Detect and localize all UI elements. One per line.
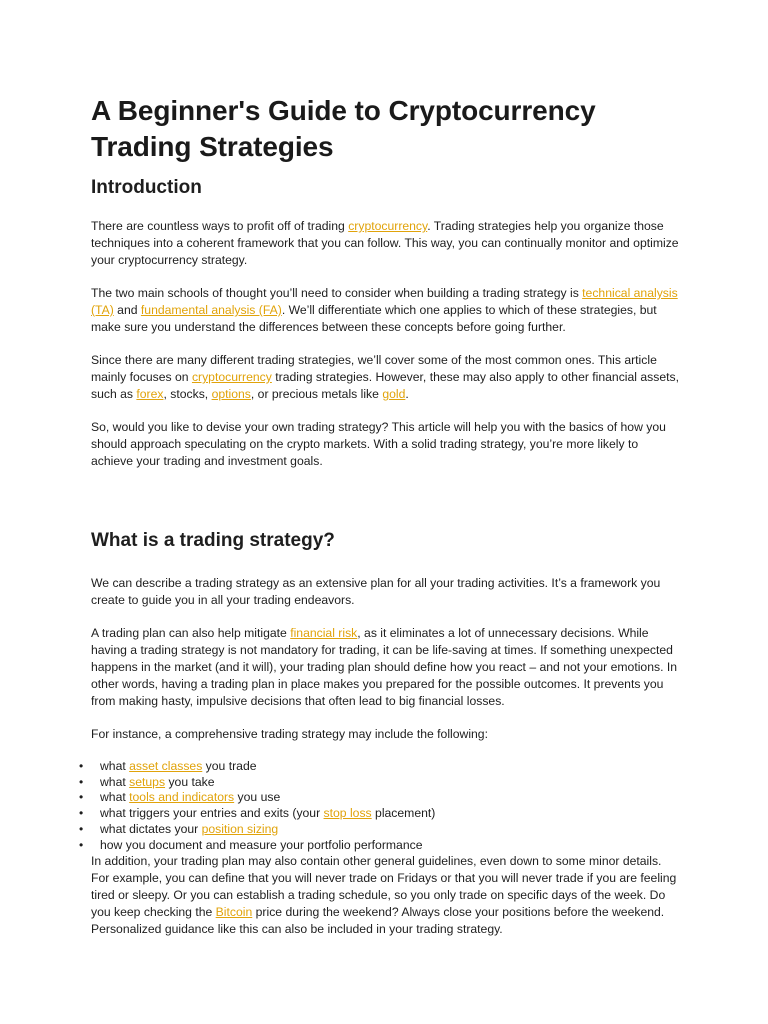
bullet-icon: • (79, 774, 84, 789)
text-span: what triggers your entries and exits (your (100, 806, 324, 821)
text-span: A trading plan can also help mitigate (91, 626, 291, 640)
text-span: you take (165, 774, 215, 789)
link-financial-risk[interactable]: financial risk (290, 626, 358, 640)
text-span: . We’ll differentiate which one applies to which of these strategies, but make sure you understand the differences between these concepts before going further. (91, 303, 657, 334)
text-span: what (100, 774, 130, 789)
link-fundamental-analysis[interactable]: fundamental analysis (FA) (140, 303, 282, 317)
bullet-icon: • (79, 806, 84, 821)
text-span: , as it eliminates a lot of unnecessary decisions. While having a trading strategy is not mandatory for trading, it can be life-saving at times. If something unexpected happens in the market (and it will), your trading plan should define how you react – and not your emotions. In other words, having a trading plan in place makes you prepared for the possible outcomes. It prevents you from making hasty, impulsive decisions that often lead to big financial losses. (91, 626, 678, 708)
text-span: , or precious metals like (250, 387, 383, 401)
section-paragraph-4 (91, 853, 681, 938)
text-span: There are countless ways to profit off of trading (91, 219, 349, 233)
text-span: Since there are many different trading strategies, we’ll cover some of the most common ones. This article mainly focuses on (91, 353, 657, 384)
link-gold[interactable]: gold (382, 387, 406, 401)
link-cryptocurrency-2[interactable]: cryptocurrency (191, 370, 272, 384)
text-span: . (405, 387, 409, 401)
text-span: you use (234, 790, 281, 805)
bullet-icon: • (79, 837, 84, 852)
bullet-icon: • (79, 759, 84, 773)
bullet-icon: • (79, 821, 84, 836)
document-page (79, 93, 681, 954)
text-span: , stocks, (163, 387, 212, 401)
text-span: you trade (202, 759, 257, 773)
text-span: how you document and measure your portfolio performance (100, 837, 423, 852)
list-item (80, 806, 670, 822)
link-bitcoin[interactable]: Bitcoin (215, 905, 253, 920)
list-item (80, 759, 670, 775)
text-span: what (100, 790, 130, 805)
section-heading: What is a trading strategy? (91, 530, 335, 551)
strategy-list (80, 759, 670, 853)
intro-paragraph-2 (91, 285, 681, 336)
section-paragraph-1: We can describe a trading strategy as an extensive plan for all your trading activities. It’s a framework you create to guide you in all your trading endeavors. (91, 576, 661, 607)
list-item (80, 790, 670, 806)
link-cryptocurrency[interactable]: cryptocurrency (348, 219, 428, 233)
link-position-sizing[interactable]: position sizing (201, 821, 279, 836)
document-title: A Beginner's Guide to Cryptocurrency Trading Strategies (91, 95, 596, 162)
link-asset-classes[interactable]: asset classes (129, 759, 203, 773)
link-technical-analysis[interactable]: technical analysis (TA) (91, 286, 678, 317)
intro-paragraph-4: So, would you like to devise your own trading strategy? This article will help you with the basics of how you should approach speculating on the crypto markets. With a solid trading strategy, you’re more likely to achieve your trading and investment goals. (91, 420, 666, 468)
link-options[interactable]: options (211, 387, 251, 401)
bullet-icon: • (79, 790, 84, 805)
link-stop-loss[interactable]: stop loss (323, 806, 372, 821)
text-span: placement) (371, 806, 436, 821)
intro-paragraph-1 (91, 218, 681, 269)
text-span: and (113, 303, 141, 317)
list-item (80, 822, 670, 838)
link-setups[interactable]: setups (129, 774, 166, 789)
section-paragraph-2 (91, 625, 681, 710)
text-span: what (100, 759, 130, 773)
list-item (80, 775, 670, 791)
text-span: In addition, your trading plan may also contain other general guidelines, even down to some minor details. For example, you can define that you will never trade on Fridays or that you will never trade if you are feeling tired or sleepy. Or you can establish a trading schedule, so you only trade on specific days of the week. Do you keep checking the (91, 854, 677, 920)
text-span: trading strategies. However, these may also apply to other financial assets, such as (91, 370, 679, 401)
intro-paragraph-3 (91, 352, 681, 403)
intro-heading: Introduction (91, 177, 202, 198)
text-span: . Trading strategies help you organize those techniques into a coherent framework that you can follow. This way, you can continually monitor and optimize your cryptocurrency strategy. (91, 219, 679, 267)
link-tools-and-indicators[interactable]: tools and indicators (129, 790, 235, 805)
text-span: The two main schools of thought you’ll need to consider when building a trading strategy is (91, 286, 583, 300)
section-paragraph-3: For instance, a comprehensive trading strategy may include the following: (91, 727, 488, 741)
text-span: what dictates your (100, 821, 202, 836)
list-item (80, 838, 670, 854)
link-forex[interactable]: forex (136, 387, 164, 401)
text-span: price during the weekend? Always close your positions before the weekend. Personalized guidance like this can also be included in your trading strategy. (91, 905, 665, 937)
